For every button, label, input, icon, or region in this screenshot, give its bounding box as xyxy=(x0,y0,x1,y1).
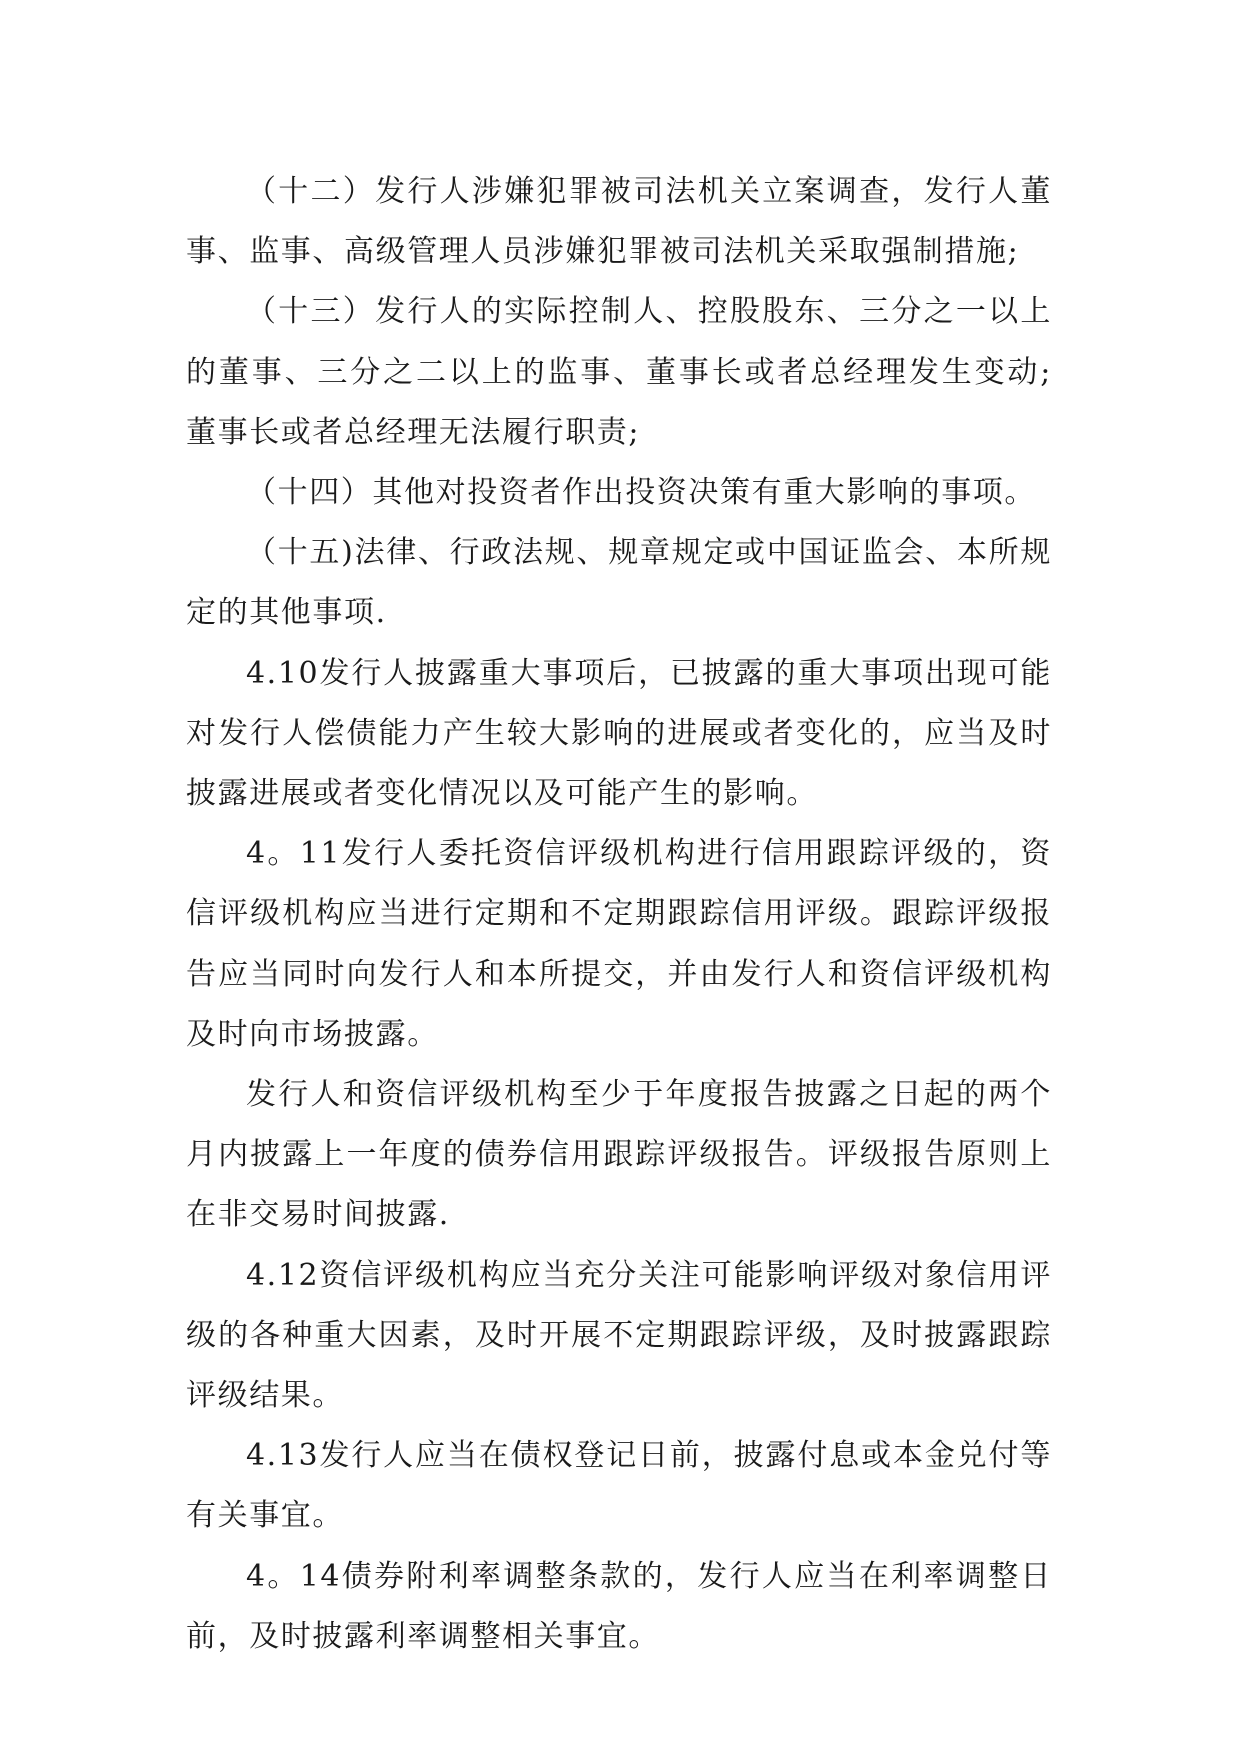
paragraph-12: （十二）发行人涉嫌犯罪被司法机关立案调查，发行人董事、监事、高级管理人员涉嫌犯罪被司法机关采取强制措施; xyxy=(186,174,1052,270)
paragraph-4-11: 4。11发行人委托资信评级机构进行信用跟踪评级的，资信评级机构应当进行定期和不定期跟踪信用评级。跟踪评级报告应当同时向发行人和本所提交，并由发行人和资信评级机构及时向市场披露。 xyxy=(186,836,1052,1052)
paragraph-4-13: 4.13发行人应当在债权登记日前，披露付息或本金兑付等有关事宜。 xyxy=(186,1438,1052,1534)
paragraph-13: （十三）发行人的实际控制人、控股股东、三分之一以上的董事、三分之二以上的监事、董事长或者总经理发生变动; 董事长或者总经理无法履行职责; xyxy=(186,294,1052,450)
paragraph-4-14: 4。14债券附利率调整条款的，发行人应当在利率调整日前，及时披露利率调整相关事宜。 xyxy=(186,1558,1052,1654)
document-body xyxy=(186,162,1052,1667)
paragraph-14: （十四）其他对投资者作出投资决策有重大影响的事项。 xyxy=(246,475,1036,511)
paragraph-15: （十五)法律、行政法规、规章规定或中国证监会、本所规定的其他事项. xyxy=(186,535,1052,631)
paragraph-4-12: 4.12资信评级机构应当充分关注可能影响评级对象信用评级的各种重大因素，及时开展不定期跟踪评级，及时披露跟踪评级结果。 xyxy=(186,1257,1052,1414)
paragraph-4-11-continued: 发行人和资信评级机构至少于年度报告披露之日起的两个月内披露上一年度的债券信用跟踪评级报告。评级报告原则上在非交易时间披露. xyxy=(186,1077,1052,1233)
paragraph-4-10: 4.10发行人披露重大事项后，已披露的重大事项出现可能对发行人偿债能力产生较大影响的进展或者变化的，应当及时披露进展或者变化情况以及可能产生的影响。 xyxy=(186,655,1052,812)
